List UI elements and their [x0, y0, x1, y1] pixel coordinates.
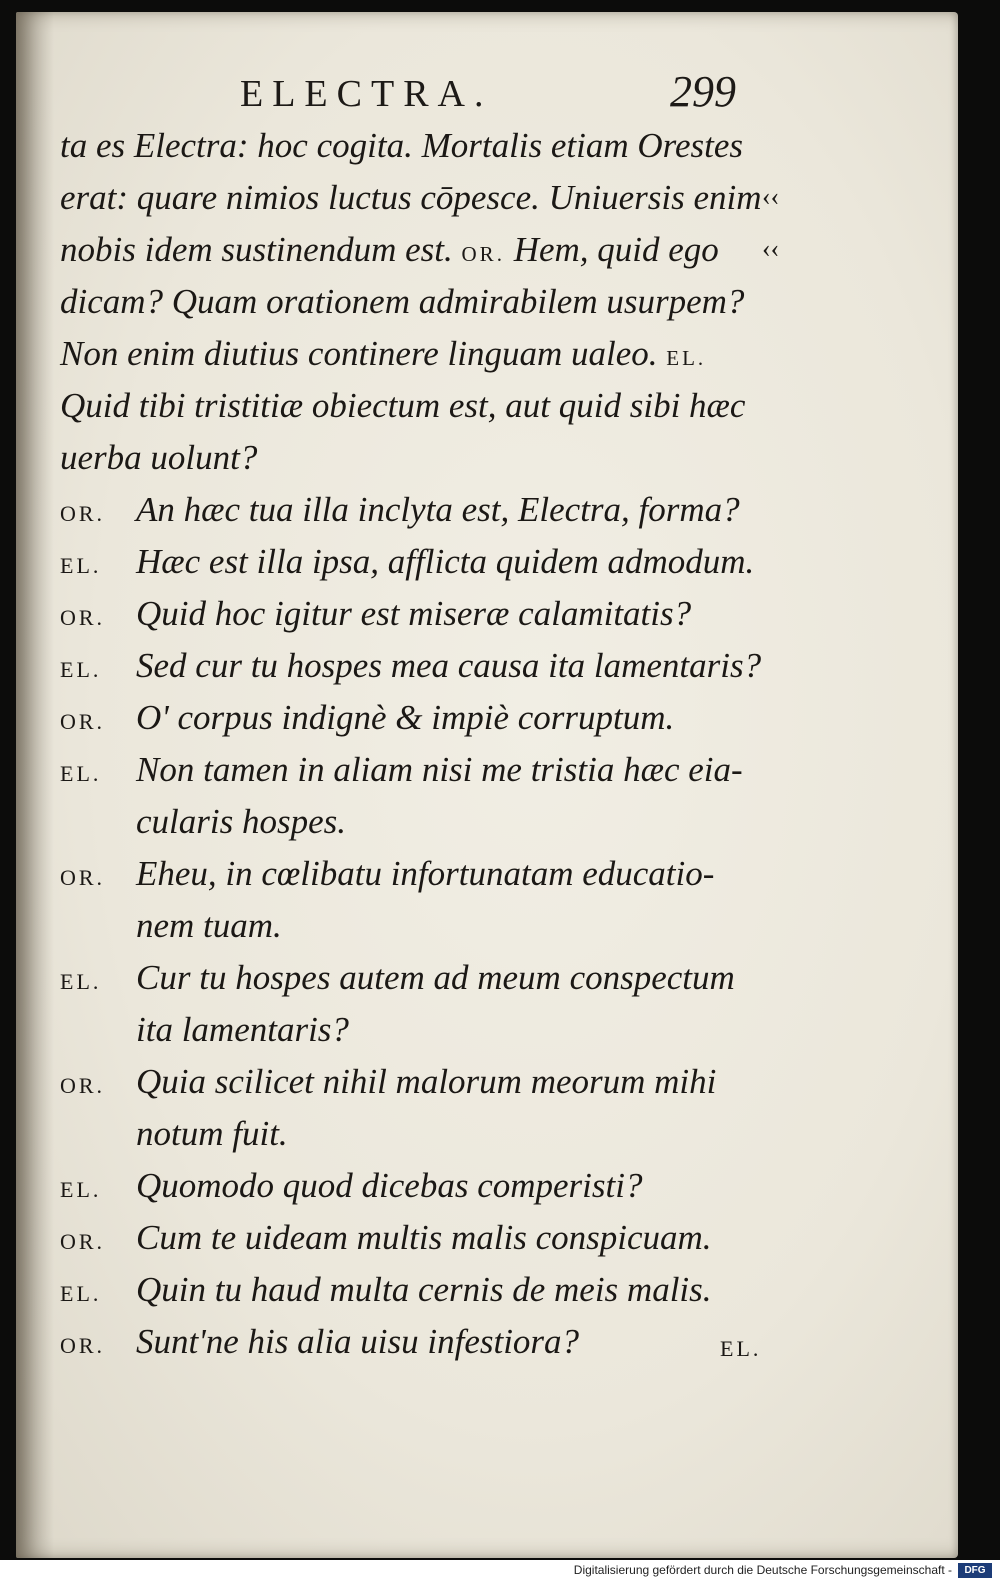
speaker-label: EL.: [60, 657, 102, 682]
dialogue-text: Quomodo quod dicebas comperisti?: [136, 1166, 643, 1205]
speaker-label: OR.: [60, 605, 106, 630]
dialogue-line: [60, 952, 820, 1004]
speaker-label: OR.: [461, 242, 505, 266]
dialogue-text: Hæc est illa ipsa, afflicta quidem admodum.: [136, 542, 755, 581]
dialogue-text: Quid hoc igitur est miseræ calamitatis?: [136, 594, 692, 633]
dialogue-line: [60, 692, 820, 744]
catchword: EL.: [720, 1336, 762, 1361]
dialogue-line: [60, 1160, 820, 1212]
footer-bar: [0, 1560, 1000, 1582]
dialogue-continuation: [60, 900, 820, 952]
quotation-marker: ‹‹: [762, 234, 780, 263]
dialogue-text: notum fuit.: [136, 1114, 288, 1153]
speaker-label: EL.: [60, 553, 102, 578]
book-page: [16, 12, 958, 1558]
text-block: [60, 120, 820, 1368]
speaker-label: EL.: [60, 1281, 102, 1306]
text-line: [60, 380, 820, 432]
dialogue-continuation: [60, 1108, 820, 1160]
speaker-label: OR.: [60, 1073, 106, 1098]
dialogue-text: Eheu, in cœlibatu infortunatam educatio-: [136, 854, 715, 893]
speaker-label: OR.: [60, 501, 106, 526]
dialogue-continuation: [60, 796, 820, 848]
dialogue-text: O' corpus indignè & impiè corruptum.: [136, 698, 675, 737]
dialogue-text: ita lamentaris?: [136, 1010, 349, 1049]
line-text: Non enim diutius continere linguam ualeo.: [60, 334, 658, 373]
dialogue-line: [60, 588, 820, 640]
speaker-label: EL.: [60, 1177, 102, 1202]
line-text: Quid tibi tristitiæ obiectum est, aut quid sibi hæc: [60, 386, 746, 425]
dialogue-line: [60, 484, 820, 536]
dialogue-text: Sunt'ne his alia uisu infestiora?: [136, 1322, 580, 1361]
dialogue-line: [60, 848, 820, 900]
dialogue-text: An hæc tua illa inclyta est, Electra, forma?: [136, 490, 740, 529]
speaker-label: OR.: [60, 1229, 106, 1254]
dialogue-line: [60, 744, 820, 796]
text-line: [60, 172, 820, 224]
quotation-marker: ‹‹: [762, 182, 780, 211]
dialogue-continuation: [60, 1004, 820, 1056]
page-number: 299: [670, 67, 736, 116]
dialogue-text: Cur tu hospes autem ad meum conspectum: [136, 958, 735, 997]
line-text: Hem, quid ego: [513, 230, 719, 269]
dialogue-text: Quia scilicet nihil malorum meorum mihi: [136, 1062, 717, 1101]
dialogue-line: [60, 536, 820, 588]
speaker-label: EL.: [666, 346, 707, 370]
dialogue-line: [60, 1056, 820, 1108]
text-line: [60, 328, 820, 380]
dialogue-text: Cum te uideam multis malis conspicuam.: [136, 1218, 712, 1257]
line-text: ta es Electra: hoc cogita. Mortalis etiam Orestes: [60, 126, 744, 165]
text-line: [60, 276, 820, 328]
dialogue-line: [60, 1264, 820, 1316]
funding-credit: Digitalisierung gefördert durch die Deutsche Forschungsgemeinschaft -: [573, 1563, 952, 1577]
running-title: ELECTRA.: [240, 73, 493, 115]
text-line: [60, 224, 820, 276]
speaker-label: EL.: [60, 969, 102, 994]
dfg-logo: DFG: [958, 1563, 992, 1578]
speaker-label: OR.: [60, 1333, 106, 1358]
line-text: erat: quare nimios luctus cōpesce. Uniuersis enim: [60, 178, 762, 217]
line-text: uerba uolunt?: [60, 438, 258, 477]
dialogue-line: [60, 640, 820, 692]
line-text: nobis idem sustinendum est.: [60, 230, 453, 269]
dialogue-text: Sed cur tu hospes mea causa ita lamentaris?: [136, 646, 762, 685]
spine-shadow: [16, 12, 54, 1558]
dialogue-line: [60, 1316, 820, 1368]
dialogue-text: Non tamen in aliam nisi me tristia hæc eia-: [136, 750, 743, 789]
dialogue-line: [60, 1212, 820, 1264]
speaker-label: OR.: [60, 709, 106, 734]
text-line: [60, 432, 820, 484]
dialogue-text: nem tuam.: [136, 906, 282, 945]
line-text: dicam? Quam orationem admirabilem usurpem?: [60, 282, 745, 321]
speaker-label: EL.: [60, 761, 102, 786]
text-line: [60, 120, 820, 172]
dialogue-text: cularis hospes.: [136, 802, 346, 841]
speaker-label: OR.: [60, 865, 106, 890]
dialogue-text: Quin tu haud multa cernis de meis malis.: [136, 1270, 712, 1309]
